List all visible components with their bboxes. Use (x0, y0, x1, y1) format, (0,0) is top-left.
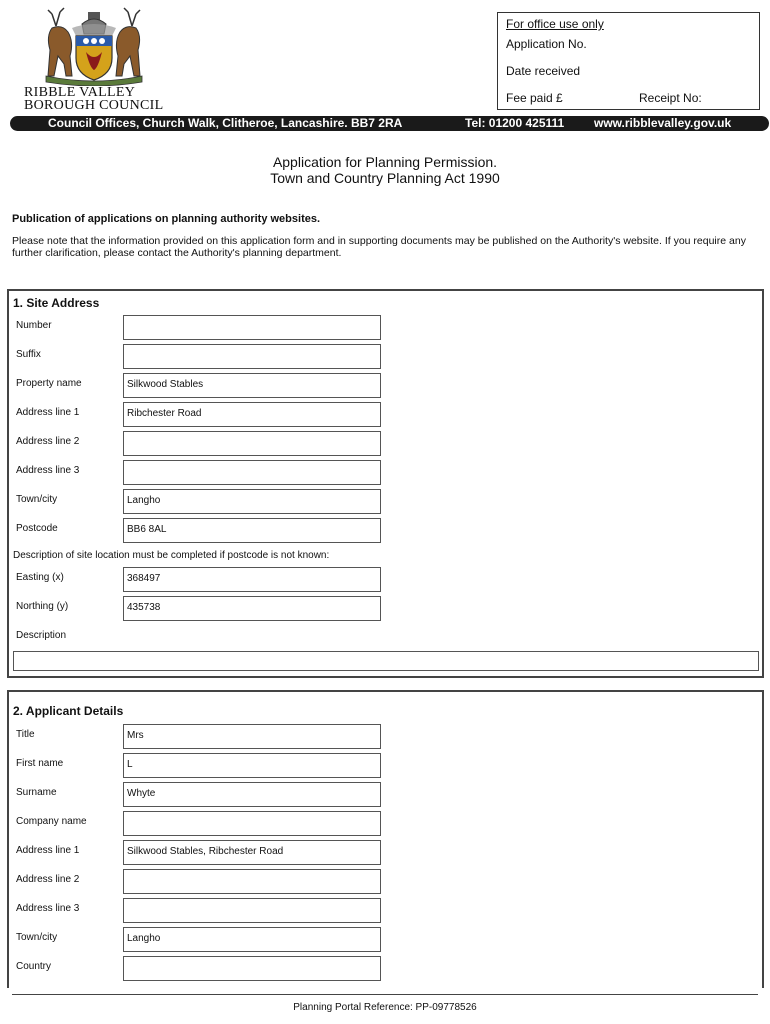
date-received-label: Date received (506, 64, 581, 78)
town-city-field[interactable]: Langho (123, 489, 381, 514)
first-name-label: First name (16, 758, 64, 769)
council-address: Council Offices, Church Walk, Clitheroe, Lancashire. BB7 2RA (48, 116, 403, 130)
easting-label: Easting (x) (16, 572, 64, 583)
council-website: www.ribblevalley.gov.uk (594, 116, 732, 130)
description-label: Description (16, 630, 67, 641)
address-line-3-field[interactable] (123, 460, 381, 485)
council-name-line2: BOROUGH COUNCIL (24, 98, 164, 113)
applicant-address-line-2-field[interactable] (123, 869, 381, 894)
suffix-label: Suffix (16, 349, 41, 360)
applicant-address-line-2-label: Address line 2 (16, 874, 80, 885)
suffix-field[interactable] (123, 344, 381, 369)
company-name-label: Company name (16, 816, 87, 827)
property-name-label: Property name (16, 378, 82, 389)
address-line-2-label: Address line 2 (16, 436, 80, 447)
first-name-field[interactable]: L (123, 753, 381, 778)
town-city-label: Town/city (16, 494, 58, 505)
office-use-title: For office use only (506, 17, 604, 31)
receipt-no-label: Receipt No: (639, 91, 702, 105)
council-name-line1: RIBBLE VALLEY (24, 85, 136, 100)
form-title-line1: Application for Planning Permission. (272, 154, 498, 170)
number-label: Number (16, 320, 52, 331)
council-telephone: Tel: 01200 425111 (465, 116, 565, 130)
site-address-section (7, 289, 764, 678)
applicant-address-line-1-field[interactable]: Silkwood Stables, Ribchester Road (123, 840, 381, 865)
council-crest-logo (38, 6, 150, 86)
postcode-label: Postcode (16, 523, 58, 534)
applicant-address-line-1-label: Address line 1 (16, 845, 80, 856)
applicant-title-label: Title (16, 729, 35, 740)
applicant-address-line-3-field[interactable] (123, 898, 381, 923)
surname-field[interactable]: Whyte (123, 782, 381, 807)
applicant-address-line-3-label: Address line 3 (16, 903, 80, 914)
property-name-field[interactable]: Silkwood Stables (123, 373, 381, 398)
application-no-label: Application No. (506, 37, 587, 51)
site-address-title: 1. Site Address (13, 296, 100, 310)
site-location-note: Description of site location must be completed if postcode is not known: (13, 550, 330, 561)
council-address-bar (10, 116, 769, 131)
country-label: Country (16, 961, 52, 972)
form-title-line2: Town and Country Planning Act 1990 (270, 170, 500, 186)
publication-note: Please note that the information provided on this application form and in supporting documents may be published on the Authority's website. If you require any further clarification, please contact the Authority's planning department. (12, 235, 746, 259)
surname-label: Surname (16, 787, 57, 798)
publication-heading: Publication of applications on planning authority websites. (12, 213, 321, 225)
address-line-1-field[interactable]: Ribchester Road (123, 402, 381, 427)
applicant-town-city-label: Town/city (16, 932, 58, 943)
council-name (24, 86, 174, 112)
applicant-details-section (7, 690, 764, 988)
easting-field[interactable]: 368497 (123, 567, 381, 592)
northing-label: Northing (y) (16, 601, 69, 612)
address-line-2-field[interactable] (123, 431, 381, 456)
office-use-box (497, 12, 760, 110)
postcode-field[interactable]: BB6 8AL (123, 518, 381, 543)
applicant-town-city-field[interactable]: Langho (123, 927, 381, 952)
fee-paid-label: Fee paid £ (506, 91, 563, 105)
form-title (0, 154, 770, 186)
address-line-1-label: Address line 1 (16, 407, 80, 418)
footer-divider (12, 994, 758, 995)
description-field[interactable] (13, 651, 759, 671)
number-field[interactable] (123, 315, 381, 340)
company-name-field[interactable] (123, 811, 381, 836)
applicant-title-field[interactable]: Mrs (123, 724, 381, 749)
planning-portal-reference: Planning Portal Reference: PP-09778526 (293, 1002, 477, 1013)
country-field[interactable] (123, 956, 381, 981)
northing-field[interactable]: 435738 (123, 596, 381, 621)
address-line-3-label: Address line 3 (16, 465, 80, 476)
applicant-details-title: 2. Applicant Details (13, 704, 124, 718)
